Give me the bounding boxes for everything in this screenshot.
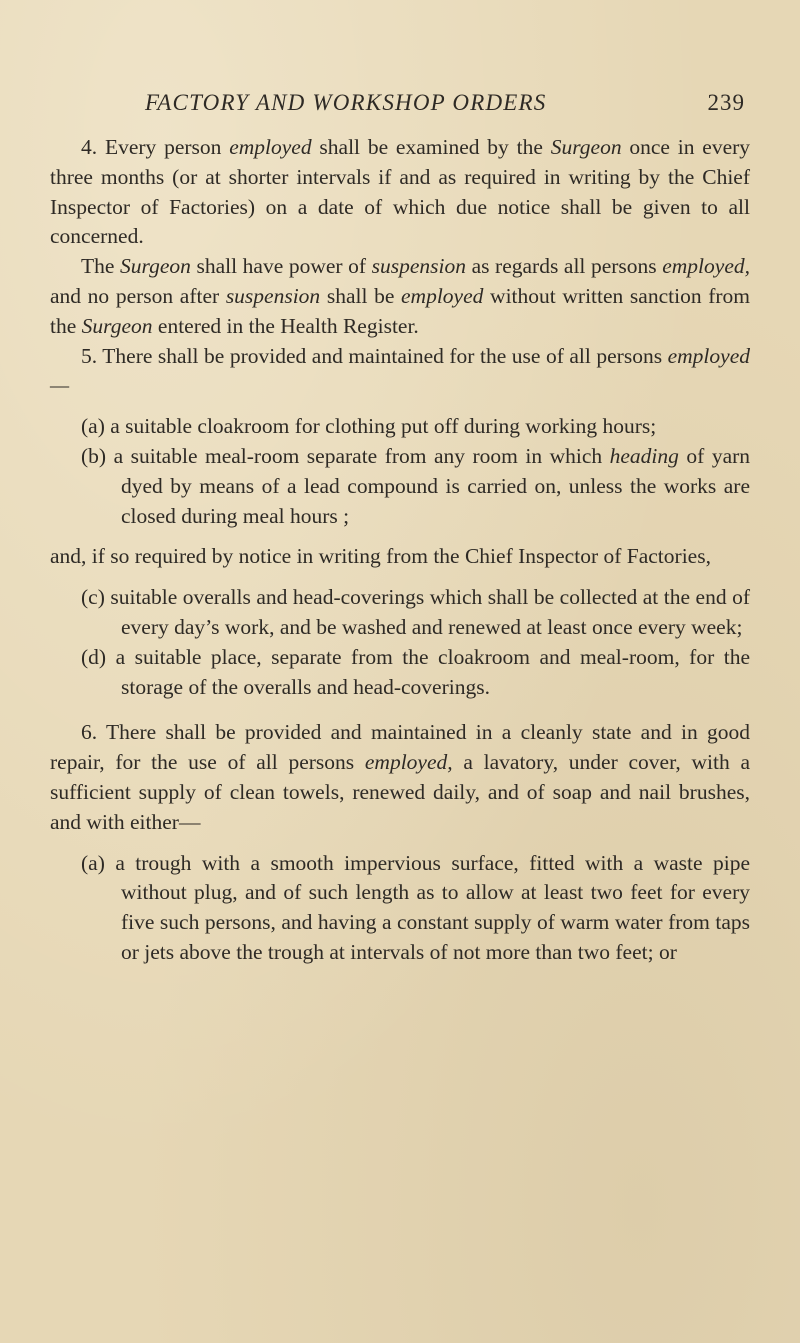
item-label: (c) (81, 585, 105, 610)
paragraph-4-suspension: The Surgeon shall have power of suspension as regards all persons employed, and no person after suspension shall be employed without written sanction from the Surgeon entered in the Health Register. (50, 254, 751, 338)
list-item-5a: (a) a suitable cloakroom for clothing put off during working hours; (81, 414, 657, 439)
item-label: (a) (81, 414, 105, 439)
item-label: (a) (81, 850, 105, 875)
paragraph-5-continuation: and, if so required by notice in writing from the Chief Inspector of Factories, (50, 544, 711, 569)
paragraph-number: 6. (81, 720, 98, 745)
list-item-6a: (a) a trough with a smooth impervious surface, fitted with a waste pipe without plug, and of such length as to allow at least two feet for every five such persons, and having a constant supply of warm water from taps or jets above the trough at intervals of not more than two feet; or (81, 850, 751, 964)
paragraph-4: 4. Every person employed shall be examined by the Surgeon once in every three months (or at shorter intervals if and as required in writing by the Chief Inspector of Factories) on a date of which due notice shall be given to all concerned. (50, 135, 751, 249)
list-item-5c: (c) suitable overalls and head-coverings which shall be collected at the end of every day’s work, and be washed and renewed at least once every week; (81, 585, 751, 639)
list-item-5b: (b) a suitable meal-room separate from any room in which heading of yarn dyed by means of a lead compound is carried on, unless the works are closed during meal hours ; (81, 443, 751, 528)
running-head-title: FACTORY AND WORKSHOP ORDERS (145, 90, 547, 115)
paragraph-5: 5. There shall be provided and maintained for the use of all persons employed— (50, 343, 750, 398)
paragraph-number: 4. (81, 135, 98, 159)
running-head (145, 90, 745, 124)
list-item-5d: (d) a suitable place, separate from the cloakroom and meal-room, for the storage of the overalls and head-coverings. (81, 644, 750, 699)
paragraph-number: 5. (81, 343, 98, 368)
item-label: (b) (81, 443, 107, 468)
body-text (50, 133, 750, 968)
item-label: (d) (81, 644, 107, 669)
page-number: 239 (707, 90, 745, 115)
paragraph-6: 6. There shall be provided and maintained in a cleanly state and in good repair, for the use of all persons employed, a lavatory, under cover, with a sufficient supply of clean towels, renewed daily, and of soap and nail brushes, and with either— (50, 720, 750, 834)
